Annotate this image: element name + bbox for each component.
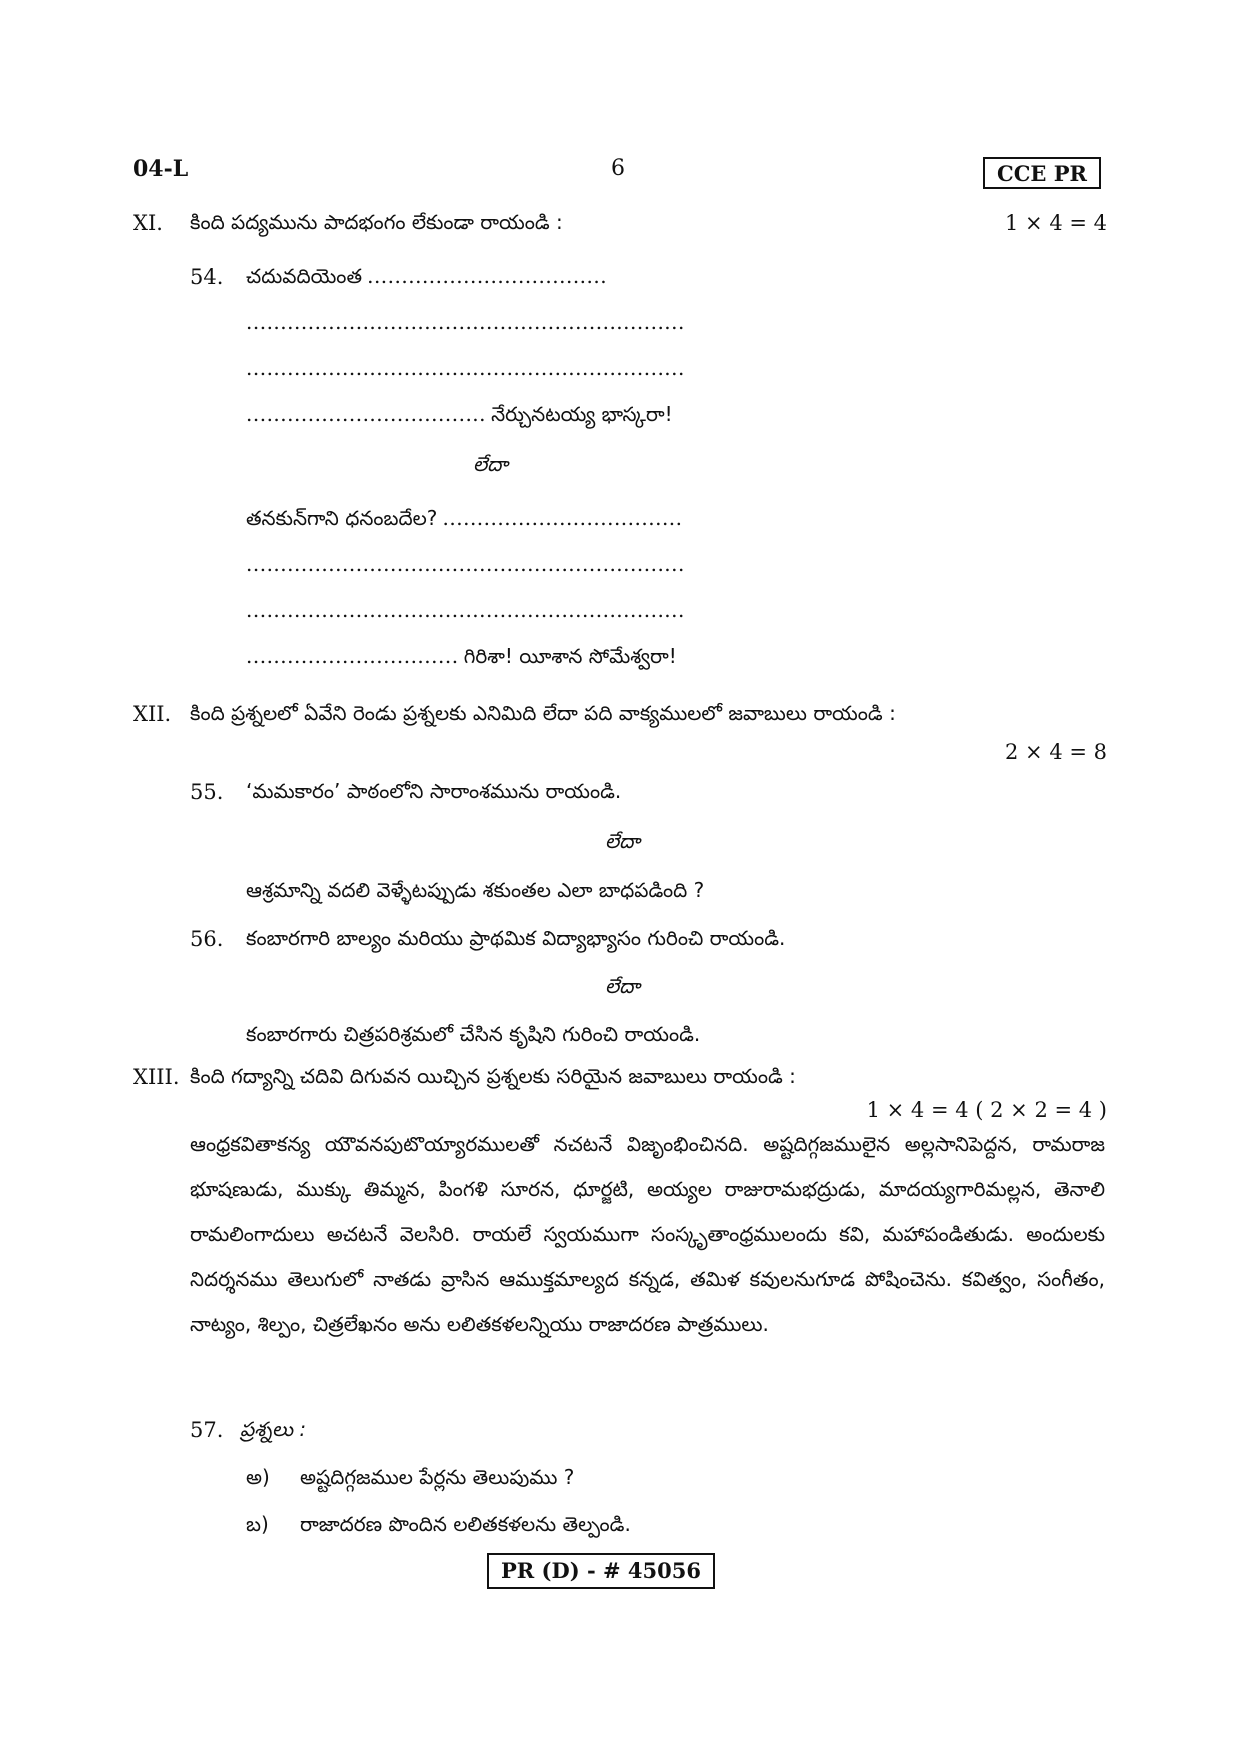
q54-number: 54. [190,265,224,289]
answer-dots: ............................... [246,644,459,668]
section-xiii-numeral: XIII. [133,1065,180,1089]
q55-alt-text: ఆశ్రమాన్ని వదలి వెళ్ళేటప్పుడు శకుంతల ఎలా బాధపడింది ? [246,878,705,902]
section-xiii-marks: 1 × 4 = 4 ( 2 × 2 = 4 ) [866,1098,1107,1122]
section-xi-instruction: కింది పద్యమును పాదభంగం లేకుండా రాయండి : [190,210,563,234]
page-number: 6 [611,156,625,181]
or-label: లేదా [605,974,640,998]
section-xii-numeral: XII. [133,702,172,726]
answer-dotline: ................................................................ [246,310,685,334]
q57a-text: అష్టదిగ్గజముల పేర్లను తెలుపుము ? [300,1465,575,1489]
alt-line-4 [246,644,677,673]
section-xi-numeral: XI. [133,211,163,235]
alt-end-text: గిరిశా! యీశాన సోమేశ్వరా! [463,644,677,668]
or-label: లేదా [473,452,508,476]
answer-dots: ................................... [442,506,683,530]
alt-start-text: తనకున్‌గాని ధనంబదేల? [246,506,438,530]
q54-end-text: నేర్చునటయ్య భాస్కరా! [491,402,673,426]
q57a-label: అ) [246,1465,270,1489]
q55-number: 55. [190,780,224,804]
footer-code-box: PR (D) - # 45056 [487,1553,715,1589]
q56-number: 56. [190,927,224,951]
q57b-label: బ) [246,1512,269,1536]
answer-dotline: ................................................................ [246,356,685,380]
cce-pr-box: CCE PR [983,157,1101,189]
q56-text: కంబారగారి బాల్యం మరియు ప్రాథమిక విద్యాభ్యాసం గురించి రాయండి. [246,926,786,950]
answer-dotline: ................................................................ [246,598,685,622]
section-xiii-instruction: కింది గద్యాన్ని చదివి దిగువన యిచ్చిన ప్రశ్నలకు సరియైన జవాబులు రాయండి : [190,1064,796,1088]
q57b-text: రాజాదరణ పొందిన లలితకళలను తెల్పండి. [300,1512,631,1536]
q57-number: 57. [190,1418,224,1442]
section-xi-marks: 1 × 4 = 4 [1005,211,1107,235]
alt-line-1 [246,506,683,535]
section-xii-marks: 2 × 4 = 8 [1005,740,1107,764]
q56-alt-text: కంబారగారు చిత్రపరిశ్రమలో చేసిన కృషిని గురించి రాయండి. [246,1022,701,1046]
paper-code: 04-L [133,156,189,182]
q54-start-text: చదువదియెంత [246,264,362,288]
q55-text: ‘మమకారం’ పాఠంలోని సారాంశమును రాయండి. [246,779,622,803]
answer-dots: ................................... [246,402,487,426]
q54-line-4 [246,402,673,431]
or-label: లేదా [605,829,640,853]
q57-label: ప్రశ్నలు : [240,1417,307,1441]
section-xii-instruction: కింది ప్రశ్నలలో ఏవేని రెండు ప్రశ్నలకు ఎనిమిది లేదా పది వాక్యములలో జవాబులు రాయండి : [190,701,896,725]
q54-line-1 [246,264,607,293]
answer-dots: ................................... [367,264,608,288]
reading-passage: ఆంధ్రకవితాకన్య యౌవనపుటొయ్యారములతో నచటనే విజృంభించినది. అష్టదిగ్గజములైన అల్లసానిపెద్దన, రామరాజ భూషణుడు, ముక్కు తిమ్మన, పింగళి సూరన, ధూర్జటి, అయ్యల రాజురామభద్రుడు, మాదయ్యగారిమల్లన, తెనాలి రామలింగాదులు అచటనే వెలసిరి. రాయలే స్వయముగా సంస్కృతాంధ్రములందు కవి, మహాపండితుడు. అందులకు నిదర్శనము తెలుగులో నాతడు వ్రాసిన ఆముక్తమాల్యద కన్నడ, తమిళ కవులనుగూడ పోషించెను. కవిత్వం, సంగీతం, నాట్యం, శిల్పం, చిత్రలేఖనం అను లలితకళలన్నియు రాజాదరణ పాత్రములు. [190,1132,1105,1336]
answer-dotline: ................................................................ [246,552,685,576]
